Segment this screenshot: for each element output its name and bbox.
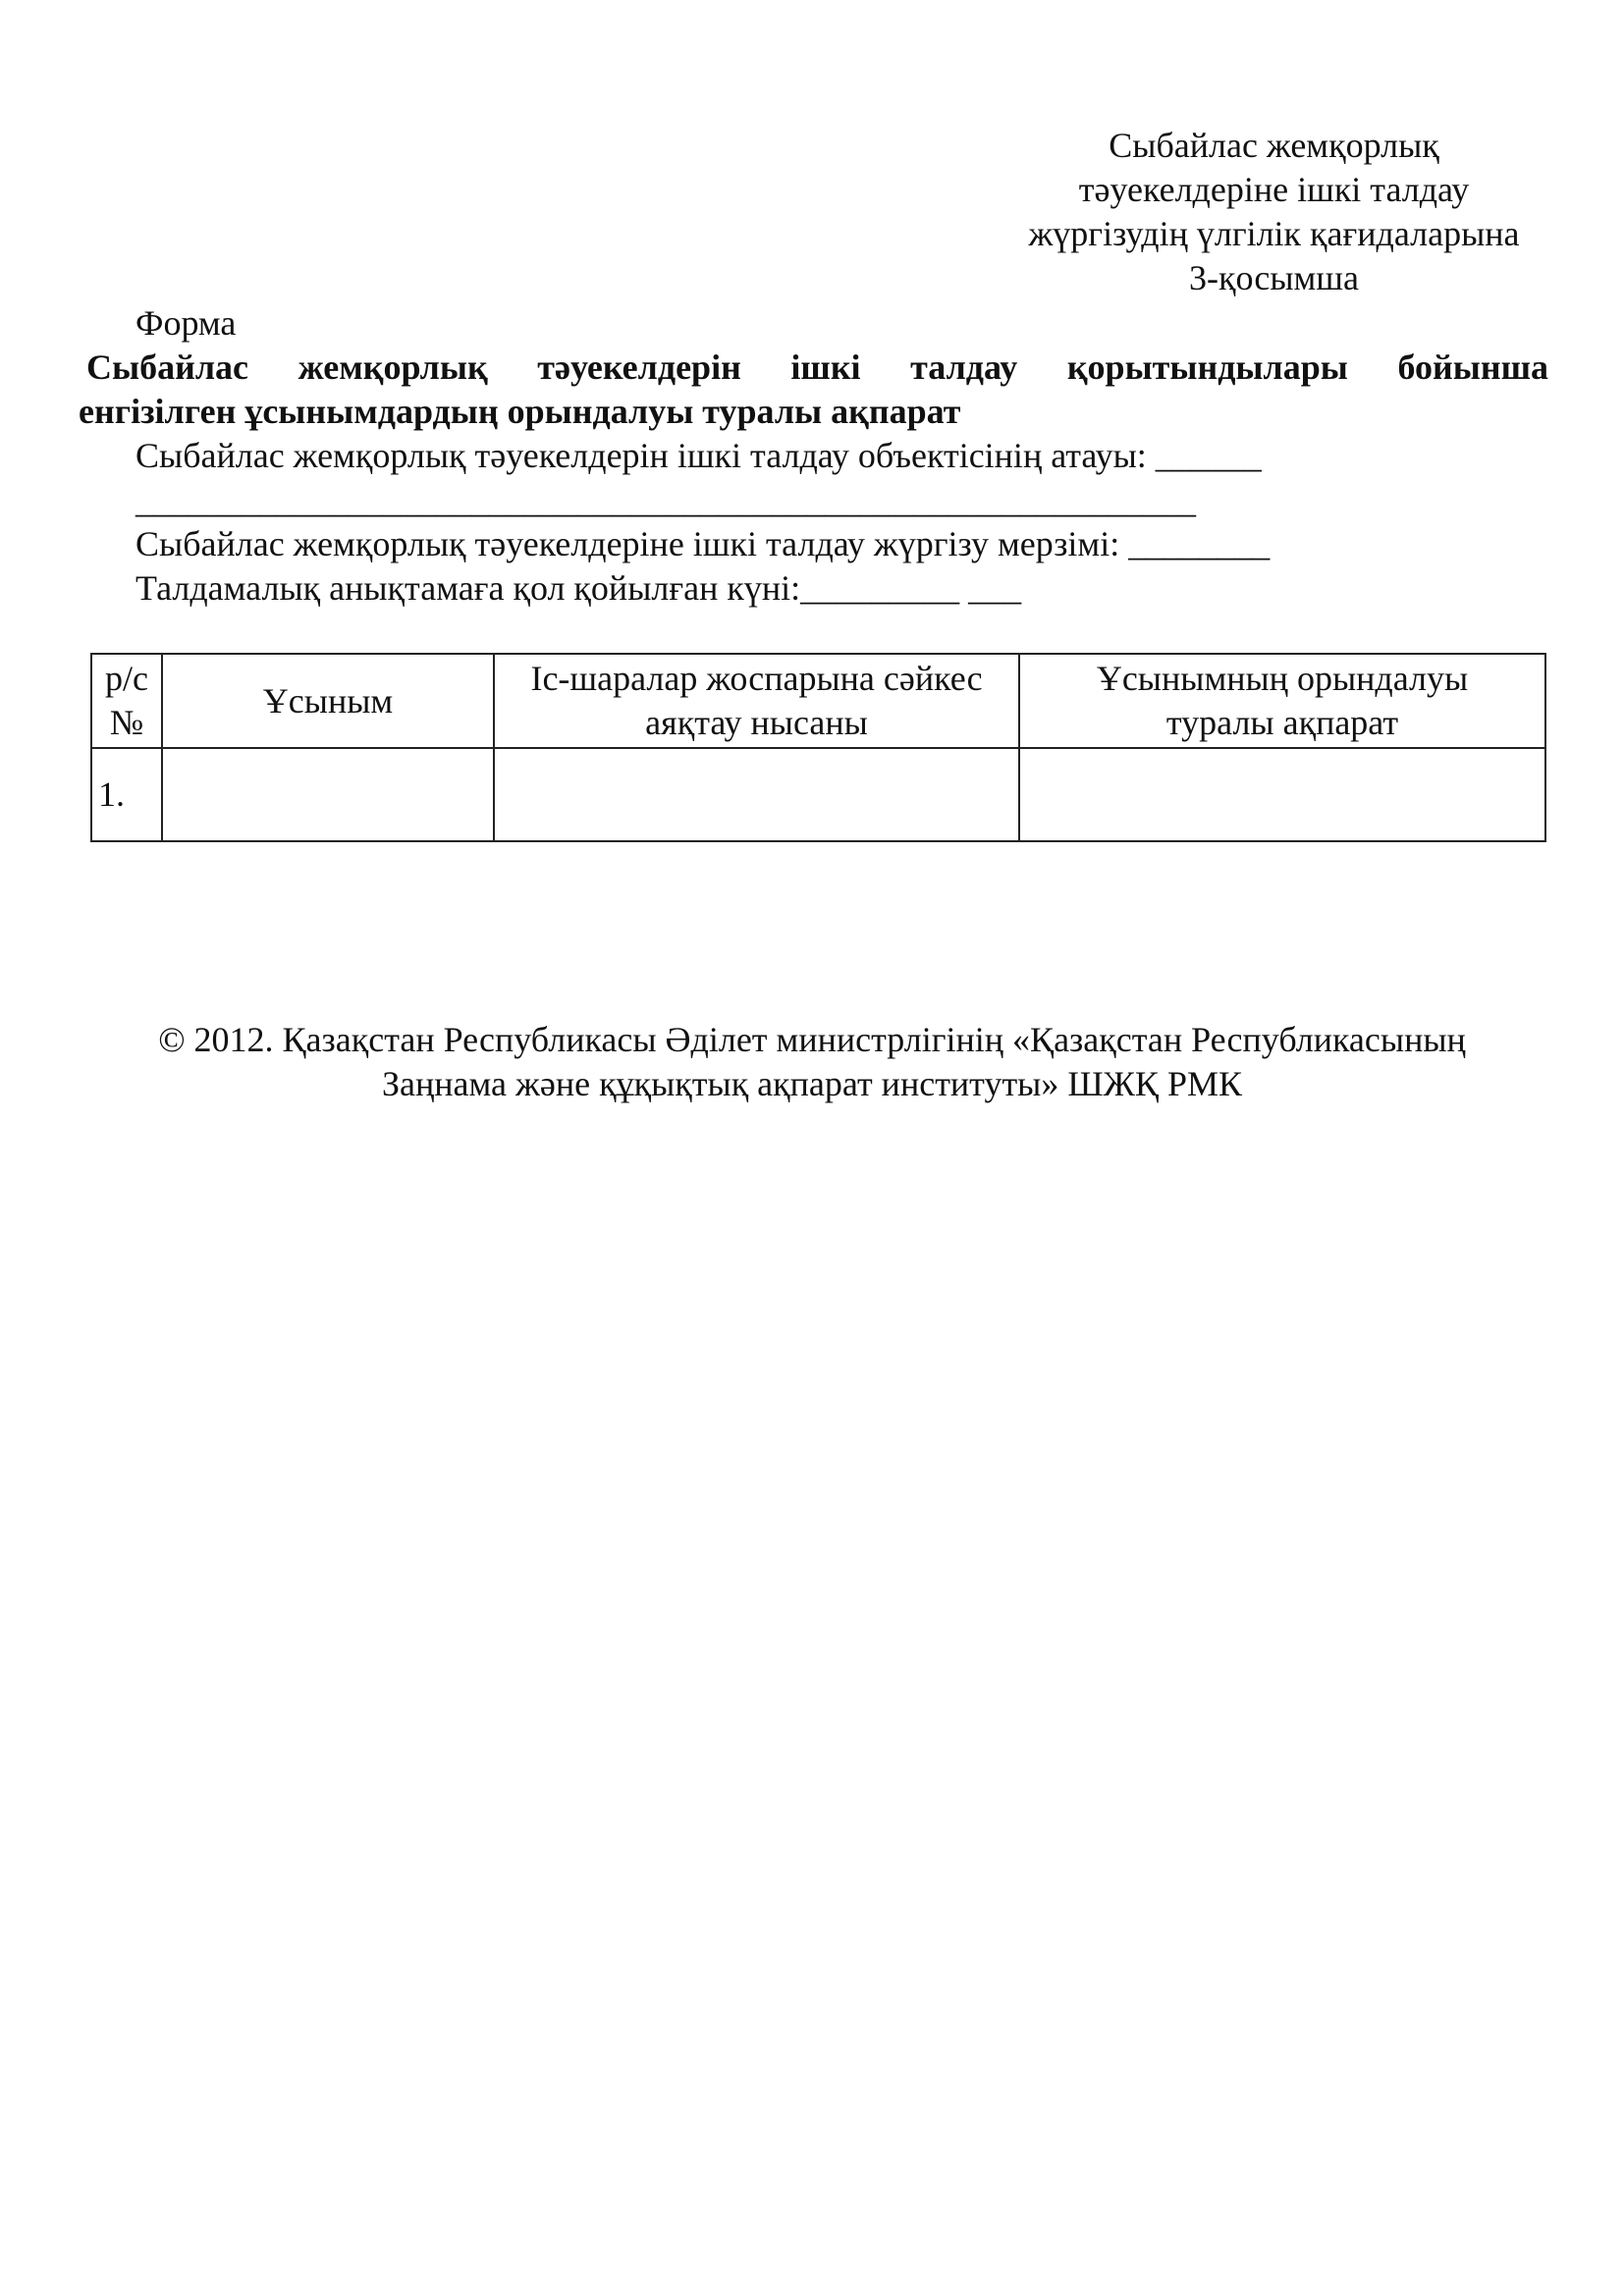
appendix-line: Сыбайлас жемқорлық <box>1109 126 1439 165</box>
row-number-cell: 1. <box>91 748 162 841</box>
title-line-1 <box>79 346 1548 390</box>
title-word: бойынша <box>1397 347 1548 387</box>
recommendations-table <box>90 653 1546 842</box>
title-word: жемқорлық <box>298 347 488 387</box>
header-recommendation: Ұсыным <box>162 654 494 748</box>
title-word: Сыбайлас <box>86 347 249 387</box>
title-line-2: енгізілген ұсынымдардың орындалуы туралы ақпарат <box>79 392 961 431</box>
appendix-line: тәуекелдеріне ішкі талдау <box>1078 170 1470 209</box>
table-header-row <box>91 654 1545 748</box>
header-completion-line: аяқтау нысаны <box>645 703 868 742</box>
table-row <box>91 748 1545 841</box>
copyright-footer <box>59 1018 1565 1106</box>
header-completion-line: Іс-шаралар жоспарына сәйкес <box>530 659 983 698</box>
header-number-line: р/с <box>105 659 148 698</box>
object-name-field[interactable]: Сыбайлас жемқорлық тәуекелдерін ішкі талдау объектісінің атауы: ______ <box>135 436 1262 475</box>
analysis-period-field[interactable]: Сыбайлас жемқорлық тәуекелдеріне ішкі талдау жүргізу мерзімі: ________ <box>135 524 1271 563</box>
execution-info-cell[interactable] <box>1019 748 1545 841</box>
title-word: тәуекелдерін <box>537 347 741 387</box>
signing-date-field[interactable]: Талдамалық анықтамаға қол қойылған күні:_________ ___ <box>135 568 1022 608</box>
form-label: Форма <box>135 303 237 343</box>
appendix-line: жүргізудің үлгілік қағидаларына <box>1028 214 1520 253</box>
header-number-line: № <box>109 703 144 742</box>
recommendations-table-wrapper <box>90 653 1546 842</box>
object-name-field-continuation[interactable]: ____________________________________________________________ <box>135 481 1196 520</box>
header-info-line: Ұсынымның орындалуы <box>1096 659 1469 698</box>
header-execution-info <box>1019 654 1545 748</box>
appendix-note <box>972 124 1576 300</box>
recommendation-cell[interactable] <box>162 748 494 841</box>
title-word: талдау <box>910 347 1018 387</box>
appendix-line: 3-қосымша <box>1188 258 1360 297</box>
title-word: ішкі <box>790 347 861 387</box>
completion-form-cell[interactable] <box>494 748 1019 841</box>
header-completion-form <box>494 654 1019 748</box>
document-title <box>79 346 1548 434</box>
footer-line: © 2012. Қазақстан Республикасы Әділет министрлігінің «Қазақстан Республикасының <box>158 1020 1466 1059</box>
header-number <box>91 654 162 748</box>
header-info-line: туралы ақпарат <box>1165 703 1399 742</box>
footer-line: Заңнама және құқықтық ақпарат институты» ШЖҚ РМК <box>381 1064 1242 1103</box>
title-word: қорытындылары <box>1066 347 1348 387</box>
